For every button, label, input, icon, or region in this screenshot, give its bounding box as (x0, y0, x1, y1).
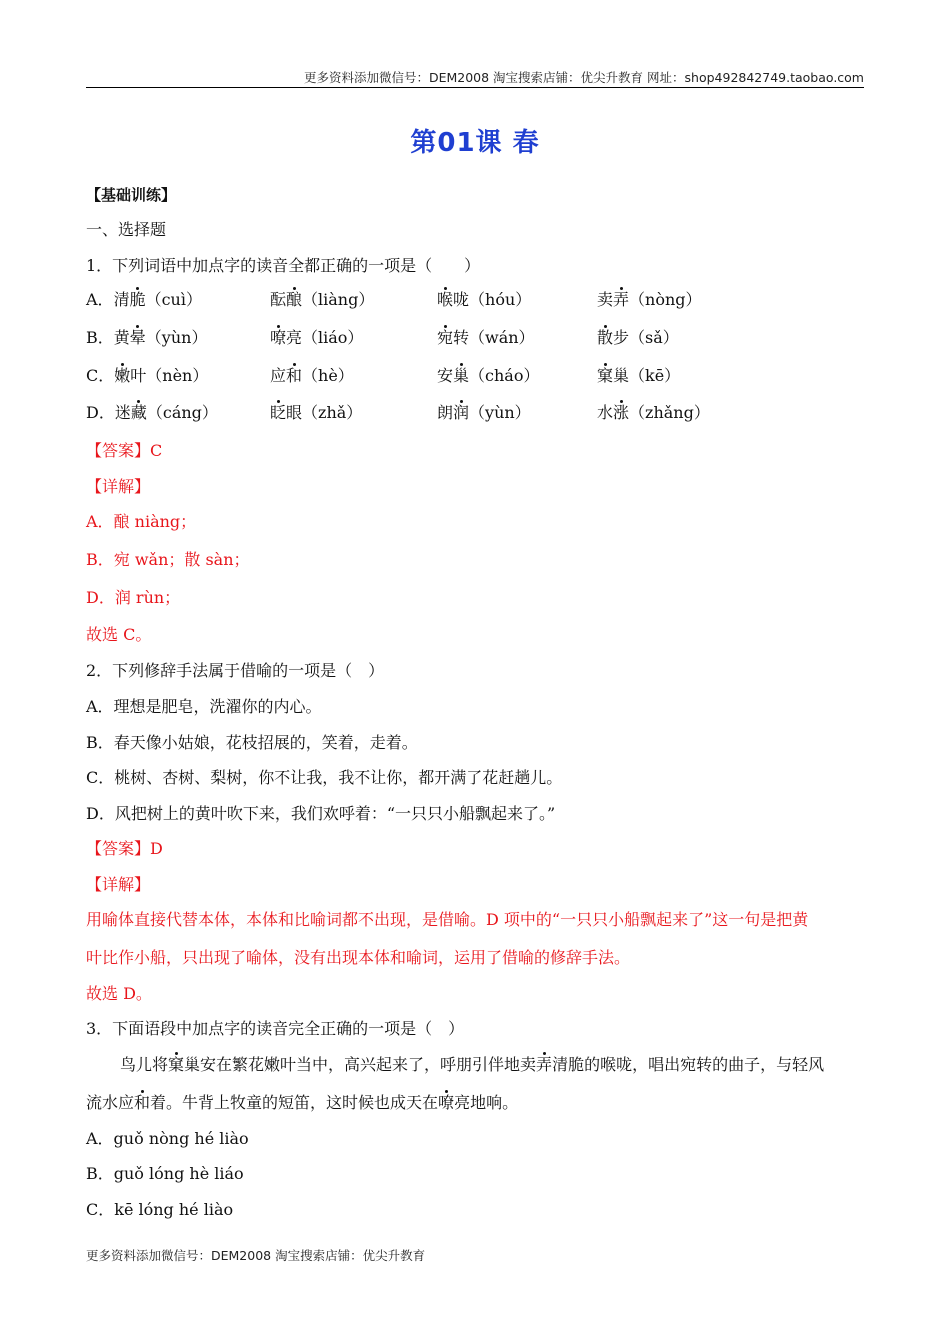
dotted-char: 藏 (130, 403, 147, 422)
dotted-char: 巢 (453, 366, 470, 385)
q3-passage-line1: 鸟儿将窠巢安在繁花嫩叶当中，高兴起来了，呼朋引伴地卖弄清脆的喉咙，唱出宛转的曲子，与轻风 (120, 1055, 825, 1074)
q1-option-d-1: D．迷藏（cáng） (86, 403, 218, 422)
q1-option-b-2: 嘹亮（liáo） (270, 328, 364, 347)
q1-expl-d: D．润 rùn； (86, 588, 181, 607)
q1-row-label: C． (86, 366, 115, 385)
dotted-char: 嘹 (270, 328, 287, 347)
q3-passage-line2: 流水应和着。牛背上牧童的短笛，这时候也成天在嘹亮地响。 (86, 1093, 519, 1112)
dotted-char: 窠 (168, 1055, 185, 1074)
dotted-char: 喉 (437, 290, 454, 309)
page-header: 更多资料添加微信号：DEM2008 淘宝搜索店铺：优尖升教育 网址：shop492842749.taobao.com (303, 70, 864, 85)
q1-row-label: B． (86, 328, 114, 347)
q2-conclusion: 故选 D。 (86, 984, 152, 1003)
q1-expl-b: B．宛 wǎn；散 sàn； (86, 550, 250, 569)
dotted-char: 和 (286, 366, 303, 385)
lesson-title: 第01课 春 (410, 128, 540, 158)
q1-option-b-1: B．黄晕（yùn） (86, 328, 208, 347)
dotted-char: 和 (134, 1093, 151, 1112)
q1-option-b-4: 散步（sǎ） (597, 328, 679, 347)
dotted-char: 嫩 (114, 366, 131, 385)
q2-answer: 【答案】D (86, 839, 163, 858)
q3-option-c: C．kē lóng hé liào (86, 1200, 234, 1219)
part-heading: 一、选择题 (86, 220, 167, 239)
section-heading: 【基础训练】 (86, 186, 177, 204)
q1-row-label: D． (86, 403, 115, 422)
q1-expl-a: A．酿 niàng； (86, 512, 197, 531)
page-footer: 更多资料添加微信号：DEM2008 淘宝搜索店铺：优尖升教育 (86, 1248, 426, 1263)
q1-option-d-2: 眨眼（zhǎ） (270, 403, 363, 422)
dotted-char: 宛 (437, 328, 454, 347)
dotted-char: 润 (453, 403, 470, 422)
q1-option-a-3: 喉咙（hóu） (437, 290, 532, 309)
q3-stem: 3．下面语段中加点字的读音完全正确的一项是（ ） (86, 1019, 465, 1038)
q2-option-d: D．风把树上的黄叶吹下来，我们欢呼着：“一只只小船飘起来了。” (86, 804, 556, 823)
dotted-char: 弄 (536, 1055, 553, 1074)
q2-expl-line1: 用喻体直接代替本体，本体和比喻词都不出现，是借喻。D 项中的“一只只小船飘起来了”这一句是把黄 (86, 910, 809, 929)
q1-conclusion: 故选 C。 (86, 625, 152, 644)
q2-expl-line2: 叶比作小船，只出现了喻体，没有出现本体和喻词，运用了借喻的修辞手法。 (86, 948, 631, 967)
q1-detail-label: 【详解】 (86, 477, 151, 496)
q3-option-a: A．guǒ nòng hé liào (86, 1129, 249, 1148)
q1-option-c-4: 窠巢（kē） (597, 366, 681, 385)
q1-option-c-1: C．嫩叶（nèn） (86, 366, 209, 385)
q1-row-label: A． (86, 290, 114, 309)
dotted-char: 弄 (613, 290, 630, 309)
dotted-char: 酿 (286, 290, 303, 309)
dotted-char: 脆 (129, 290, 146, 309)
q2-option-a: A．理想是肥皂，洗濯你的内心。 (86, 697, 322, 716)
dotted-char: 散 (597, 328, 614, 347)
q1-option-d-3: 朗润（yùn） (437, 403, 531, 422)
q1-stem: 1．下列词语中加点字的读音全都正确的一项是（ ） (86, 256, 481, 275)
q1-answer: 【答案】C (86, 441, 163, 460)
q1-option-a-2: 酝酿（liàng） (270, 290, 375, 309)
q3-option-b: B．guǒ lóng hè liáo (86, 1164, 244, 1183)
q1-option-c-2: 应和（hè） (270, 366, 354, 385)
q1-option-b-3: 宛转（wán） (437, 328, 535, 347)
q1-option-a-1: A．清脆（cuì） (86, 290, 202, 309)
dotted-char: 嘹 (438, 1093, 455, 1112)
q2-option-c: C．桃树、杏树、梨树，你不让我，我不让你，都开满了花赶趟儿。 (86, 768, 563, 787)
q2-option-b: B．春天像小姑娘，花枝招展的，笑着，走着。 (86, 733, 418, 752)
q1-option-c-3: 安巢（cháo） (437, 366, 540, 385)
q2-detail-label: 【详解】 (86, 875, 151, 894)
dotted-char: 晕 (129, 328, 146, 347)
q2-stem: 2．下列修辞手法属于借喻的一项是（ ） (86, 661, 385, 680)
header-rule (86, 87, 864, 88)
dotted-char: 涨 (613, 403, 630, 422)
q1-option-a-4: 卖弄（nòng） (597, 290, 702, 309)
dotted-char: 窠 (597, 366, 614, 385)
dotted-char: 眨 (270, 403, 287, 422)
q1-option-d-4: 水涨（zhǎng） (597, 403, 710, 422)
